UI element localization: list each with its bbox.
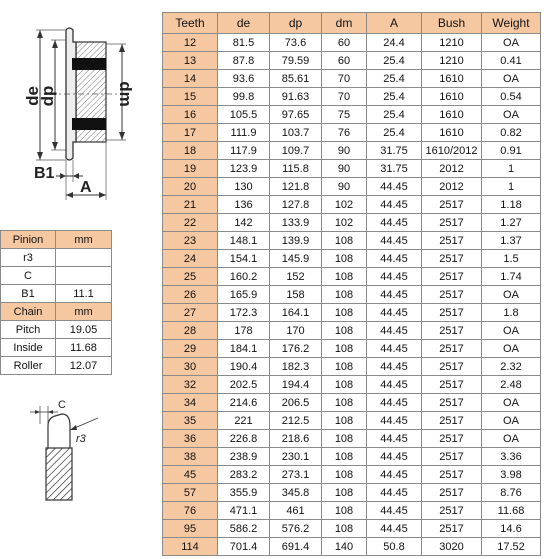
spec-value: 11.1 bbox=[56, 285, 112, 303]
cell-de: 93.6 bbox=[218, 70, 270, 88]
cell-dm: 108 bbox=[322, 250, 367, 268]
table-row bbox=[163, 232, 541, 250]
spec-value bbox=[56, 267, 112, 285]
cell-dm: 102 bbox=[322, 196, 367, 214]
cell-bush: 2517 bbox=[422, 502, 482, 520]
de-label: de bbox=[23, 86, 42, 106]
cell-a: 44.45 bbox=[367, 394, 422, 412]
cell-dm: 108 bbox=[322, 358, 367, 376]
table-row bbox=[163, 88, 541, 106]
b1-label: B1 bbox=[34, 165, 55, 182]
cell-dm: 108 bbox=[322, 340, 367, 358]
cell-bush: 2517 bbox=[422, 286, 482, 304]
cell-bush: 2517 bbox=[422, 304, 482, 322]
cell-de: 154.1 bbox=[218, 250, 270, 268]
cell-teeth: 38 bbox=[163, 448, 218, 466]
cell-de: 283.2 bbox=[218, 466, 270, 484]
cell-dm: 108 bbox=[322, 430, 367, 448]
cell-a: 44.45 bbox=[367, 358, 422, 376]
table-row bbox=[163, 106, 541, 124]
table-row bbox=[163, 358, 541, 376]
pinion-header-label: Pinion bbox=[1, 231, 56, 249]
cell-bush: 2517 bbox=[422, 430, 482, 448]
cell-dp: 273.1 bbox=[270, 466, 322, 484]
a-label: A bbox=[80, 179, 92, 196]
pinion-spec-table bbox=[0, 230, 112, 375]
cell-bush: 1610 bbox=[422, 70, 482, 88]
cell-dp: 109.7 bbox=[270, 142, 322, 160]
cell-dp: 212.5 bbox=[270, 412, 322, 430]
cell-weight: 3.98 bbox=[482, 466, 541, 484]
sprocket-dimension-table bbox=[162, 12, 541, 556]
cell-de: 471.1 bbox=[218, 502, 270, 520]
table-header-row bbox=[163, 13, 541, 34]
cell-dm: 108 bbox=[322, 448, 367, 466]
cell-dp: 91.63 bbox=[270, 88, 322, 106]
pinion-header-row bbox=[1, 231, 112, 249]
cell-bush: 2517 bbox=[422, 484, 482, 502]
cell-dm: 60 bbox=[322, 52, 367, 70]
cell-de: 226.8 bbox=[218, 430, 270, 448]
cell-dm: 108 bbox=[322, 376, 367, 394]
cell-teeth: 114 bbox=[163, 538, 218, 556]
cell-bush: 2012 bbox=[422, 160, 482, 178]
spec-row-r3 bbox=[1, 249, 112, 267]
cell-dp: 139.9 bbox=[270, 232, 322, 250]
cell-a: 44.45 bbox=[367, 502, 422, 520]
cell-weight: 1 bbox=[482, 178, 541, 196]
dm-label: dm bbox=[116, 81, 135, 107]
spec-label: r3 bbox=[1, 249, 56, 267]
cell-bush: 2012 bbox=[422, 178, 482, 196]
cell-bush: 1610 bbox=[422, 88, 482, 106]
cell-bush: 1210 bbox=[422, 34, 482, 52]
cell-de: 105.5 bbox=[218, 106, 270, 124]
cell-weight: OA bbox=[482, 106, 541, 124]
cell-a: 24.4 bbox=[367, 34, 422, 52]
cell-weight: OA bbox=[482, 70, 541, 88]
cell-bush: 2517 bbox=[422, 250, 482, 268]
table-row bbox=[163, 214, 541, 232]
cell-dp: 152 bbox=[270, 268, 322, 286]
column-header-dp: dp bbox=[270, 13, 322, 34]
cell-dp: 576.2 bbox=[270, 520, 322, 538]
cell-teeth: 17 bbox=[163, 124, 218, 142]
cell-a: 25.4 bbox=[367, 88, 422, 106]
cell-de: 136 bbox=[218, 196, 270, 214]
cell-dm: 90 bbox=[322, 142, 367, 160]
cell-bush: 2517 bbox=[422, 520, 482, 538]
cell-teeth: 26 bbox=[163, 286, 218, 304]
spec-row-inside bbox=[1, 339, 112, 357]
cell-de: 160.2 bbox=[218, 268, 270, 286]
table-body bbox=[163, 34, 541, 556]
cell-teeth: 18 bbox=[163, 142, 218, 160]
column-header-bush: Bush bbox=[422, 13, 482, 34]
cell-a: 25.4 bbox=[367, 106, 422, 124]
column-header-teeth: Teeth bbox=[163, 13, 218, 34]
cell-weight: 3.36 bbox=[482, 448, 541, 466]
cell-de: 99.8 bbox=[218, 88, 270, 106]
cell-dm: 90 bbox=[322, 178, 367, 196]
cell-teeth: 45 bbox=[163, 466, 218, 484]
cell-dm: 108 bbox=[322, 394, 367, 412]
cell-bush: 2517 bbox=[422, 340, 482, 358]
cell-dp: 461 bbox=[270, 502, 322, 520]
cell-teeth: 12 bbox=[163, 34, 218, 52]
cell-teeth: 24 bbox=[163, 250, 218, 268]
cell-weight: 2.48 bbox=[482, 376, 541, 394]
cell-de: 178 bbox=[218, 322, 270, 340]
cell-bush: 2517 bbox=[422, 466, 482, 484]
cell-dp: 85.61 bbox=[270, 70, 322, 88]
spec-value: 11.68 bbox=[56, 339, 112, 357]
cell-de: 701.4 bbox=[218, 538, 270, 556]
cell-bush: 2517 bbox=[422, 268, 482, 286]
spec-label: Inside bbox=[1, 339, 56, 357]
chain-header-row bbox=[1, 303, 112, 321]
cell-dp: 691.4 bbox=[270, 538, 322, 556]
table-row bbox=[163, 322, 541, 340]
cell-a: 44.45 bbox=[367, 178, 422, 196]
cell-a: 44.45 bbox=[367, 214, 422, 232]
cell-dp: 73.6 bbox=[270, 34, 322, 52]
cell-bush: 2517 bbox=[422, 232, 482, 250]
cell-dm: 70 bbox=[322, 70, 367, 88]
table-row bbox=[163, 538, 541, 556]
cell-dp: 127.8 bbox=[270, 196, 322, 214]
table-row bbox=[163, 448, 541, 466]
cell-teeth: 28 bbox=[163, 322, 218, 340]
spec-label: B1 bbox=[1, 285, 56, 303]
cell-teeth: 30 bbox=[163, 358, 218, 376]
cell-dm: 108 bbox=[322, 466, 367, 484]
cell-a: 44.45 bbox=[367, 304, 422, 322]
cell-teeth: 22 bbox=[163, 214, 218, 232]
table-row bbox=[163, 394, 541, 412]
table-row bbox=[163, 430, 541, 448]
cell-weight: OA bbox=[482, 322, 541, 340]
chain-header-unit: mm bbox=[56, 303, 112, 321]
cell-bush: 2517 bbox=[422, 376, 482, 394]
cell-dp: 158 bbox=[270, 286, 322, 304]
table-row bbox=[163, 466, 541, 484]
cell-dm: 108 bbox=[322, 484, 367, 502]
cell-bush: 2517 bbox=[422, 448, 482, 466]
cell-weight: OA bbox=[482, 34, 541, 52]
cell-de: 87.8 bbox=[218, 52, 270, 70]
cell-de: 214.6 bbox=[218, 394, 270, 412]
cell-dp: 145.9 bbox=[270, 250, 322, 268]
cell-a: 31.75 bbox=[367, 160, 422, 178]
cell-dp: 194.4 bbox=[270, 376, 322, 394]
cell-dp: 103.7 bbox=[270, 124, 322, 142]
cell-dm: 108 bbox=[322, 520, 367, 538]
cell-a: 44.45 bbox=[367, 250, 422, 268]
cell-teeth: 13 bbox=[163, 52, 218, 70]
cell-bush: 1210 bbox=[422, 52, 482, 70]
cell-a: 44.45 bbox=[367, 268, 422, 286]
column-header-dm: dm bbox=[322, 13, 367, 34]
cell-de: 190.4 bbox=[218, 358, 270, 376]
cell-teeth: 29 bbox=[163, 340, 218, 358]
cell-weight: OA bbox=[482, 394, 541, 412]
cell-weight: 14.6 bbox=[482, 520, 541, 538]
cell-teeth: 14 bbox=[163, 70, 218, 88]
cell-bush: 2517 bbox=[422, 214, 482, 232]
cell-a: 44.45 bbox=[367, 286, 422, 304]
cell-bush: 3020 bbox=[422, 538, 482, 556]
cell-a: 25.4 bbox=[367, 52, 422, 70]
cell-de: 117.9 bbox=[218, 142, 270, 160]
cell-dm: 70 bbox=[322, 88, 367, 106]
r3-label: r3 bbox=[76, 433, 86, 445]
spec-label: C bbox=[1, 267, 56, 285]
cell-dp: 218.6 bbox=[270, 430, 322, 448]
cell-dp: 115.8 bbox=[270, 160, 322, 178]
cell-dm: 108 bbox=[322, 286, 367, 304]
cell-de: 142 bbox=[218, 214, 270, 232]
cell-bush: 2517 bbox=[422, 394, 482, 412]
cell-dm: 76 bbox=[322, 124, 367, 142]
table-row bbox=[163, 34, 541, 52]
cell-dm: 108 bbox=[322, 304, 367, 322]
cell-dp: 79.59 bbox=[270, 52, 322, 70]
table-row bbox=[163, 502, 541, 520]
table-row bbox=[163, 340, 541, 358]
spec-label: Roller bbox=[1, 357, 56, 375]
cell-de: 123.9 bbox=[218, 160, 270, 178]
cell-weight: OA bbox=[482, 412, 541, 430]
cell-a: 31.75 bbox=[367, 142, 422, 160]
table-row bbox=[163, 268, 541, 286]
cell-dm: 108 bbox=[322, 502, 367, 520]
cell-dm: 140 bbox=[322, 538, 367, 556]
spec-value: 12.07 bbox=[56, 357, 112, 375]
table-row bbox=[163, 250, 541, 268]
table-row bbox=[163, 376, 541, 394]
cell-dp: 345.8 bbox=[270, 484, 322, 502]
spec-value: 19.05 bbox=[56, 321, 112, 339]
cell-a: 44.45 bbox=[367, 412, 422, 430]
cell-bush: 2517 bbox=[422, 196, 482, 214]
table-row bbox=[163, 52, 541, 70]
cell-dp: 164.1 bbox=[270, 304, 322, 322]
cell-a: 44.45 bbox=[367, 232, 422, 250]
table-row bbox=[163, 142, 541, 160]
cell-bush: 1610/2012 bbox=[422, 142, 482, 160]
spec-value bbox=[56, 249, 112, 267]
cell-teeth: 20 bbox=[163, 178, 218, 196]
cell-weight: 0.82 bbox=[482, 124, 541, 142]
cell-weight: 0.91 bbox=[482, 142, 541, 160]
sprocket-drawing bbox=[0, 0, 150, 205]
spec-row-pitch bbox=[1, 321, 112, 339]
table-row bbox=[163, 124, 541, 142]
c-label: C bbox=[58, 399, 66, 411]
cell-dp: 206.5 bbox=[270, 394, 322, 412]
cell-a: 25.4 bbox=[367, 70, 422, 88]
cell-de: 111.9 bbox=[218, 124, 270, 142]
cell-de: 238.9 bbox=[218, 448, 270, 466]
cell-weight: OA bbox=[482, 286, 541, 304]
cell-teeth: 27 bbox=[163, 304, 218, 322]
cell-teeth: 16 bbox=[163, 106, 218, 124]
cell-dm: 108 bbox=[322, 232, 367, 250]
cell-a: 44.45 bbox=[367, 322, 422, 340]
cell-bush: 1610 bbox=[422, 106, 482, 124]
cell-dm: 75 bbox=[322, 106, 367, 124]
table-row bbox=[163, 304, 541, 322]
cell-teeth: 36 bbox=[163, 430, 218, 448]
table-row bbox=[163, 520, 541, 538]
cell-a: 44.45 bbox=[367, 340, 422, 358]
cell-de: 81.5 bbox=[218, 34, 270, 52]
cell-teeth: 57 bbox=[163, 484, 218, 502]
cell-dm: 108 bbox=[322, 322, 367, 340]
cell-dm: 108 bbox=[322, 412, 367, 430]
cell-teeth: 76 bbox=[163, 502, 218, 520]
cell-dp: 230.1 bbox=[270, 448, 322, 466]
cell-weight: 1.37 bbox=[482, 232, 541, 250]
cell-dm: 60 bbox=[322, 34, 367, 52]
cell-weight: 1.5 bbox=[482, 250, 541, 268]
cell-teeth: 15 bbox=[163, 88, 218, 106]
cell-dp: 182.3 bbox=[270, 358, 322, 376]
cell-teeth: 25 bbox=[163, 268, 218, 286]
cell-weight: 2.32 bbox=[482, 358, 541, 376]
cell-a: 44.45 bbox=[367, 196, 422, 214]
spec-row-b1 bbox=[1, 285, 112, 303]
table-row bbox=[163, 412, 541, 430]
cell-a: 44.45 bbox=[367, 448, 422, 466]
cell-teeth: 35 bbox=[163, 412, 218, 430]
cell-dp: 176.2 bbox=[270, 340, 322, 358]
cell-a: 44.45 bbox=[367, 376, 422, 394]
cell-dm: 102 bbox=[322, 214, 367, 232]
table-row bbox=[163, 178, 541, 196]
cell-weight: 0.54 bbox=[482, 88, 541, 106]
cell-dm: 90 bbox=[322, 160, 367, 178]
cell-weight: 1.74 bbox=[482, 268, 541, 286]
cell-de: 148.1 bbox=[218, 232, 270, 250]
cell-bush: 2517 bbox=[422, 358, 482, 376]
column-header-a: A bbox=[367, 13, 422, 34]
table-row bbox=[163, 70, 541, 88]
cell-dm: 108 bbox=[322, 268, 367, 286]
cell-teeth: 95 bbox=[163, 520, 218, 538]
table-row bbox=[163, 196, 541, 214]
cell-teeth: 23 bbox=[163, 232, 218, 250]
cell-weight: 17.52 bbox=[482, 538, 541, 556]
spec-row-c bbox=[1, 267, 112, 285]
cell-a: 44.45 bbox=[367, 484, 422, 502]
spec-label: Pitch bbox=[1, 321, 56, 339]
cell-bush: 1610 bbox=[422, 124, 482, 142]
cell-weight: 0.41 bbox=[482, 52, 541, 70]
chain-header-label: Chain bbox=[1, 303, 56, 321]
cell-dp: 170 bbox=[270, 322, 322, 340]
cell-a: 44.45 bbox=[367, 520, 422, 538]
cell-de: 586.2 bbox=[218, 520, 270, 538]
cell-teeth: 34 bbox=[163, 394, 218, 412]
cell-bush: 2517 bbox=[422, 322, 482, 340]
tooth-profile-drawing bbox=[0, 390, 112, 510]
column-header-weight: Weight bbox=[482, 13, 541, 34]
cell-de: 202.5 bbox=[218, 376, 270, 394]
cell-a: 44.45 bbox=[367, 430, 422, 448]
cell-a: 44.45 bbox=[367, 466, 422, 484]
cell-weight: 11.68 bbox=[482, 502, 541, 520]
cell-weight: 1 bbox=[482, 160, 541, 178]
dp-label: dp bbox=[38, 85, 57, 107]
cell-weight: OA bbox=[482, 430, 541, 448]
cell-weight: 1.18 bbox=[482, 196, 541, 214]
cell-teeth: 19 bbox=[163, 160, 218, 178]
table-row bbox=[163, 484, 541, 502]
cell-teeth: 32 bbox=[163, 376, 218, 394]
cell-de: 355.9 bbox=[218, 484, 270, 502]
column-header-de: de bbox=[218, 13, 270, 34]
table-row bbox=[163, 160, 541, 178]
cell-dp: 121.8 bbox=[270, 178, 322, 196]
cell-de: 165.9 bbox=[218, 286, 270, 304]
pinion-header-unit: mm bbox=[56, 231, 112, 249]
cell-de: 172.3 bbox=[218, 304, 270, 322]
cell-dp: 97.65 bbox=[270, 106, 322, 124]
cell-weight: 8.76 bbox=[482, 484, 541, 502]
cell-teeth: 21 bbox=[163, 196, 218, 214]
cell-bush: 2517 bbox=[422, 412, 482, 430]
cell-weight: 1.27 bbox=[482, 214, 541, 232]
cell-weight: OA bbox=[482, 340, 541, 358]
cell-weight: 1.8 bbox=[482, 304, 541, 322]
cell-de: 184.1 bbox=[218, 340, 270, 358]
cell-a: 50.8 bbox=[367, 538, 422, 556]
cell-de: 130 bbox=[218, 178, 270, 196]
cell-dp: 133.9 bbox=[270, 214, 322, 232]
cell-a: 25.4 bbox=[367, 124, 422, 142]
table-row bbox=[163, 286, 541, 304]
spec-row-roller bbox=[1, 357, 112, 375]
cell-de: 221 bbox=[218, 412, 270, 430]
